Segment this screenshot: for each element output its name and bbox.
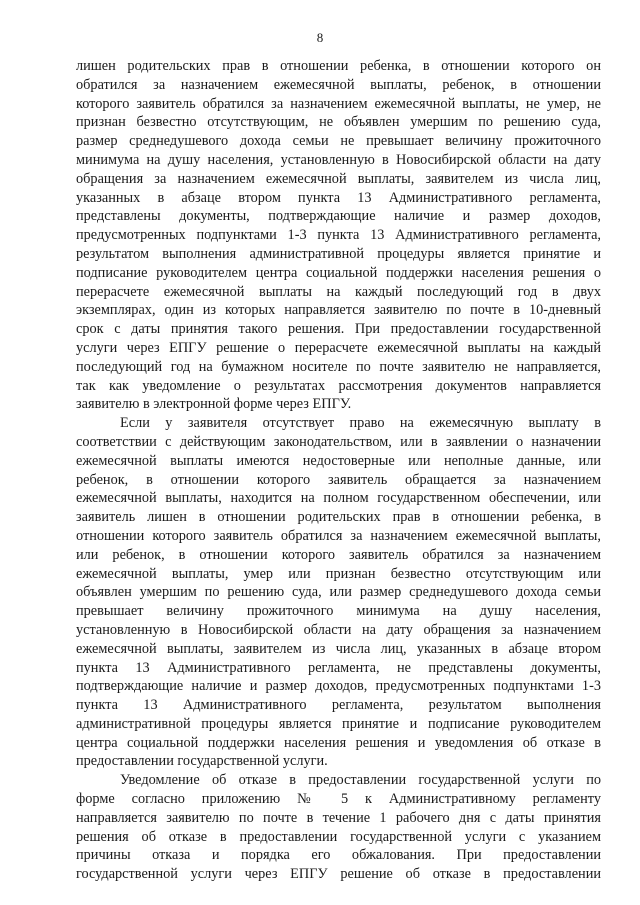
text-line: соответствии с действующим законодательством, или в заявлении о назначении: [76, 433, 601, 450]
text-line: пункта 13 Административного регламента, не представлены документы,: [76, 659, 601, 676]
text-line: направляется заявителю по почте в течение 1 рабочего дня с даты принятия: [76, 809, 601, 826]
text-line: заявитель лишен в отношении родительских прав в отношении ребенка, в: [76, 509, 601, 526]
paragraph: [76, 414, 601, 771]
text-line: решения об отказе в предоставлении государственной услуги с указанием: [76, 828, 601, 845]
text-line: обратился за назначением ежемесячной выплаты, ребенок, в отношении: [76, 76, 601, 93]
text-line: результатом выполнения административной процедуры является принятие и: [76, 245, 601, 262]
text-line: указанных в абзаце втором пункта 13 Административного регламента,: [76, 189, 601, 206]
text-line: или ребенок, в отношении которого заявитель обратился за назначением: [76, 546, 601, 563]
text-line: обращения за назначением ежемесячной выплаты, заявителем из числа лиц,: [76, 170, 601, 187]
text-line: экземплярах, один из которых направляется заявителю по почте в 10-дневный: [76, 302, 601, 319]
text-line: размер среднедушевого дохода семьи не превышает величину прожиточного: [76, 133, 601, 150]
text-line: форме согласно приложению № 5 к Административному регламенту: [76, 791, 601, 808]
text-line: ребенок, в отношении которого заявитель обращается за назначением: [76, 471, 601, 488]
text-line: представлены документы, подтверждающие наличие и размер доходов,: [76, 208, 601, 225]
text-line: подписание руководителем центра социальной поддержки населения решения о: [76, 264, 601, 281]
text-line: превышает величину прожиточного минимума на душу населения,: [76, 603, 601, 620]
text-line: признан безвестно отсутствующим, не объявлен умершим по решению суда,: [76, 114, 601, 131]
text-line: государственной услуги через ЕПГУ решение об отказе в предоставлении: [76, 866, 601, 883]
text-line: лишен родительских прав в отношении ребенка, в отношении которого он: [76, 58, 601, 74]
text-line: срок с даты принятия такого решения. При предоставлении государственной: [76, 321, 601, 338]
text-line: объявлен умершим по решению суда, или размер среднедушевого дохода семьи: [76, 584, 601, 601]
text-line: предусмотренных подпунктами 1-3 пункта 13 Административного регламента,: [76, 227, 601, 244]
text-line: ежемесячной выплаты, умер или признан безвестно отсутствующим или: [76, 565, 601, 582]
page-number: 8: [316, 30, 324, 45]
text-line: минимума на душу населения, установленную в Новосибирской области на дату: [76, 151, 601, 168]
text-line: предоставлении государственной услуги.: [76, 753, 328, 770]
text-line: Уведомление об отказе в предоставлении государственной услуги по: [120, 772, 601, 789]
text-line: Если у заявителя отсутствует право на ежемесячную выплату в: [120, 415, 601, 432]
text-line: ежемесячной выплаты, заявителем из числа лиц, указанных в абзаце втором: [76, 640, 601, 657]
text-line: так как уведомление о результатах рассмотрения документов направляется: [76, 377, 601, 394]
text-line: последующий год на бумажном носителе по почте заявителю не направляется,: [76, 358, 601, 375]
paragraph: [76, 57, 601, 414]
text-line: отношении которого заявитель обратился за назначением ежемесячной выплаты,: [76, 527, 601, 544]
text-line: перерасчете ежемесячной выплаты на каждый последующий год в двух: [76, 283, 601, 300]
text-line: подтверждающие наличие и размер доходов, предусмотренных подпунктами 1-3: [76, 678, 601, 695]
text-line: которого заявитель обратился за назначением ежемесячной выплаты, не умер, не: [76, 95, 601, 112]
text-line: услуги через ЕПГУ решение о перерасчете ежемесячной выплаты на каждый: [76, 339, 601, 356]
text-line: причины отказа и порядка его обжалования. При предоставлении: [76, 847, 601, 864]
text-line: установленную в Новосибирской области на дату обращения за назначением: [76, 621, 601, 638]
paragraph: [76, 771, 601, 884]
text-line: пункта 13 Административного регламента, результатом выполнения: [76, 697, 601, 714]
text-line: ежемесячной выплаты имеются недостоверные или неполные данные, или: [76, 452, 601, 469]
text-line: административной процедуры является принятие и подписание руководителем: [76, 715, 601, 732]
text-line: ежемесячной выплаты, находится на полном государственном обеспечении, или: [76, 490, 601, 507]
document-body: [76, 57, 601, 884]
text-line: центра социальной поддержки населения решения и уведомления об отказе в: [76, 734, 601, 751]
text-line: заявителю в электронной форме через ЕПГУ.: [76, 396, 352, 413]
